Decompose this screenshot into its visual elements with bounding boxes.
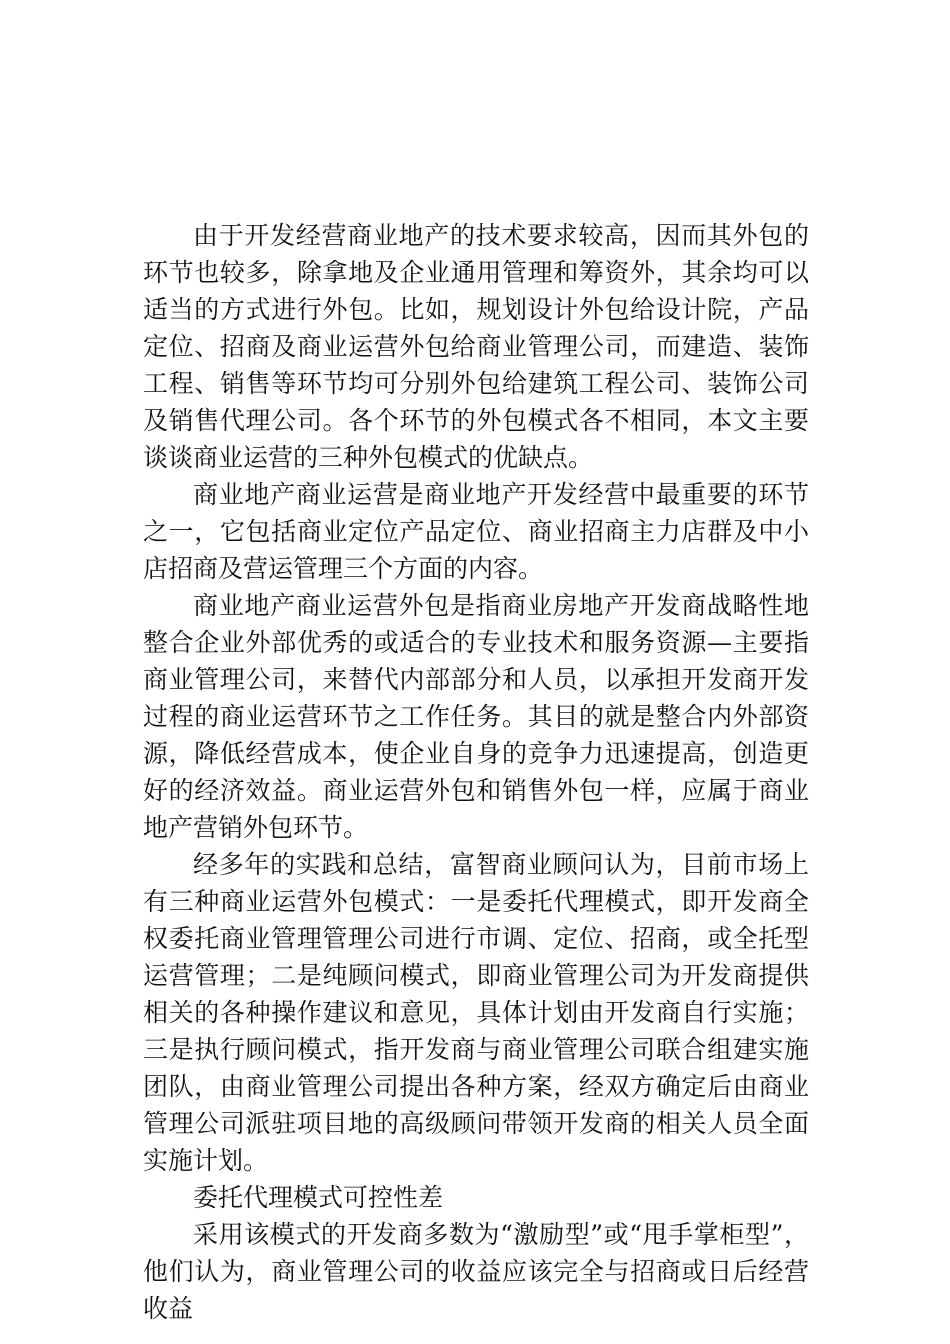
section-heading-agency-mode: 委托代理模式可控性差	[193, 1183, 444, 1212]
paragraph-outsourcing-overview: 由于开发经营商业地产的技术要求较高，因而其外包的环节也较多，除拿地及企业通用管理和筹资外，其余均可以适当的方式进行外包。比如，规划设计外包给设计院，产品定位、招商及商业运营外包给商业管理公司，而建造、装饰工程、销售等环节均可分别外包给建筑工程公司、装饰公司及销售代理公司。各个环节的外包模式各不相同，本文主要谈谈商业运营的三种外包模式的优缺点。	[143, 221, 809, 472]
document-body	[143, 217, 809, 1327]
paragraph-operation-outsourcing-definition: 商业地产商业运营外包是指商业房地产开发商战略性地整合企业外部优秀的或适合的专业技术和服务资源—主要指商业管理公司，来替代内部部分和人员，以承担开发商开发过程的商业运营环节之工作任务。其目的就是整合内外部资源，降低经营成本，使企业自身的竞争力迅速提高，创造更好的经济效益。商业运营外包和销售外包一样，应属于商业地产营销外包环节。	[143, 591, 809, 842]
paragraph-three-outsourcing-modes: 经多年的实践和总结，富智商业顾问认为，目前市场上有三种商业运营外包模式：一是委托代理模式，即开发商全权委托商业管理管理公司进行市调、定位、招商，或全托型运营管理；二是纯顾问模式，即商业管理公司为开发商提供相关的各种操作建议和意见，具体计划由开发商自行实施；三是执行顾问模式，指开发商与商业管理公司联合组建实施团队，由商业管理公司提出各种方案，经双方确定后由商业管理公司派驻项目地的高级顾问带领开发商的相关人员全面实施计划。	[143, 850, 809, 1175]
paragraph-commercial-operation-definition: 商业地产商业运营是商业地产开发经营中最重要的环节之一，它包括商业定位产品定位、商业招商主力店群及中小店招商及营运管理三个方面的内容。	[143, 480, 809, 583]
paragraph-agency-mode-developers: 采用该模式的开发商多数为“激励型”或“甩手掌柜型”，他们认为，商业管理公司的收益应该完全与招商或日后经营收益	[143, 1220, 809, 1323]
